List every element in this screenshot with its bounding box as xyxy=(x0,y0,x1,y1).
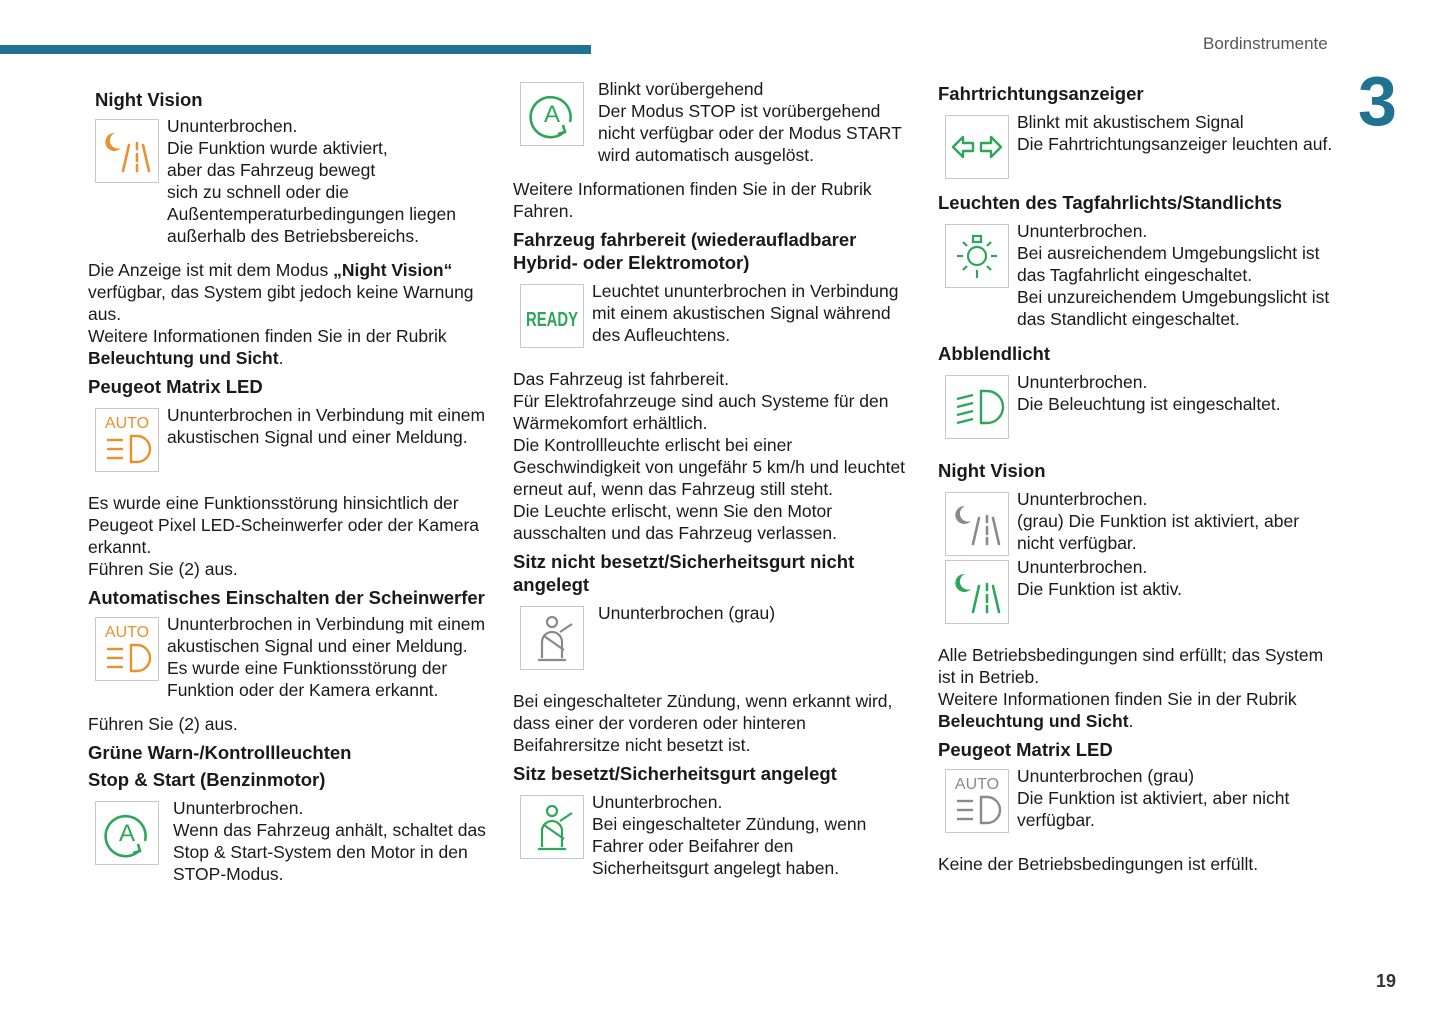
seatbelt-icon xyxy=(520,606,584,670)
heading-seat-free: Sitz nicht besetzt/Sicherheitsgurt nicht angelegt xyxy=(513,551,855,595)
stop-start-icon xyxy=(95,801,159,865)
section-title: Bordinstrumente xyxy=(1203,34,1328,53)
svg-text:A: A xyxy=(118,820,136,847)
matrix-led-note: Es wurde eine Funktionsstörung hinsichtlich der Peugeot Pixel LED-Scheinwerfer oder der Kamera erkannt. xyxy=(88,493,480,557)
heading-night-vision: Night Vision xyxy=(95,89,203,110)
seat-occupied-text: Ununterbrochen. Bei eingeschalteter Zündung, wenn Fahrer oder Beifahrer den Sicherheitsgurt angelegt haben. xyxy=(592,792,867,878)
seat-occupied-row xyxy=(513,791,913,879)
night-vision-grey-row xyxy=(938,488,1338,556)
ready-icon xyxy=(520,284,584,348)
night-vision-icon xyxy=(95,119,159,183)
stop-start-blink-text: Blinkt vorübergehend Der Modus STOP ist vorübergehend nicht verfügbar oder der Modus START wird automatisch ausgelöst. xyxy=(598,79,902,165)
svg-text:AUTO: AUTO xyxy=(104,415,150,432)
heading-ready: Fahrzeug fahrbereit (wiederaufladbarer Hybrid- oder Elektromotor) xyxy=(513,229,857,273)
heading-stop-start: Stop & Start (Benzinmotor) xyxy=(88,769,326,790)
heading-matrix-led-grey: Peugeot Matrix LED xyxy=(938,739,1113,760)
daylight-icon xyxy=(945,224,1009,288)
column-middle xyxy=(513,78,913,879)
auto-headlamps-text: Ununterbrochen in Verbindung mit einem akustischen Signal und einer Meldung. Es wurde eine Funktionsstörung der Funktion oder der Kamera erkannt. xyxy=(167,614,486,700)
auto-headlamps-action: Führen Sie (2) aus. xyxy=(88,714,238,734)
header-accent-bar xyxy=(0,45,591,54)
svg-text:AUTO: AUTO xyxy=(104,624,150,641)
heading-seat-occupied: Sitz besetzt/Sicherheitsgurt angelegt xyxy=(513,763,837,784)
column-right xyxy=(938,78,1338,875)
column-left xyxy=(88,78,488,885)
seat-free-note: Bei eingeschalteter Zündung, wenn erkannt wird, dass einer der vorderen oder hinteren Beifahrersitze nicht besetzt ist. xyxy=(513,691,893,755)
heading-night-vision-green: Night Vision xyxy=(938,460,1046,481)
low-beam-icon xyxy=(945,375,1009,439)
heading-low-beam: Abblendlicht xyxy=(938,343,1051,364)
night-vision-green-note: Alle Betriebsbedingungen sind erfüllt; das System ist in Betrieb. Weitere Informationen finden Sie in der Rubrik Beleuchtung und Sicht. xyxy=(938,645,1324,731)
low-beam-row xyxy=(938,371,1338,439)
night-vision-orange-row xyxy=(88,115,488,247)
heading-matrix-led: Peugeot Matrix LED xyxy=(88,376,263,397)
seat-free-row xyxy=(513,602,913,670)
svg-text:AUTO: AUTO xyxy=(954,776,1000,793)
stop-start-text: Ununterbrochen. Wenn das Fahrzeug anhält, schaltet das Stop & Start-System den Motor in den STOP-Modus. xyxy=(173,798,486,884)
night-vision-green-text: Ununterbrochen. Die Funktion ist aktiv. xyxy=(1017,557,1183,599)
matrix-led-grey-row xyxy=(938,765,1338,833)
night-vision-green-row xyxy=(938,556,1338,624)
heading-turn-signals: Fahrtrichtungsanzeiger xyxy=(938,83,1144,104)
seat-free-text: Ununterbrochen (grau) xyxy=(598,603,776,623)
turn-signals-row xyxy=(938,111,1338,179)
auto-headlamps-row xyxy=(88,613,488,701)
matrix-led-grey-text: Ununterbrochen (grau) Die Funktion ist aktiviert, aber nicht verfügbar. xyxy=(1017,766,1290,830)
night-vision-orange-text: Ununterbrochen. Die Funktion wurde aktiviert, aber das Fahrzeug bewegt sich zu schnell oder die Außentemperaturbedingungen liegen außerhalb des Betriebsbereichs. xyxy=(167,116,456,246)
heading-daylight: Leuchten des Tagfahrlichts/Standlichts xyxy=(938,192,1283,213)
daylight-row xyxy=(938,220,1338,330)
turn-signal-icon xyxy=(945,115,1009,179)
auto-headlamp-icon xyxy=(95,617,159,681)
auto-headlamp-icon xyxy=(945,769,1009,833)
matrix-led-action: Führen Sie (2) aus. xyxy=(88,559,238,579)
stop-start-blink-row xyxy=(513,78,913,166)
ready-row xyxy=(513,280,913,348)
night-vision-note: Die Anzeige ist mit dem Modus „Night Vision“ verfügbar, das System gibt jedoch keine Warnung aus. Weitere Informationen finden Sie in der Rubrik Beleuchtung und Sicht. xyxy=(88,260,474,368)
stop-start-more: Weitere Informationen finden Sie in der Rubrik Fahren. xyxy=(513,179,872,221)
svg-text:READY: READY xyxy=(526,309,579,331)
svg-text:A: A xyxy=(543,101,561,128)
night-vision-icon xyxy=(945,560,1009,624)
stop-start-row xyxy=(88,797,488,885)
auto-headlamp-icon xyxy=(95,408,159,472)
night-vision-icon xyxy=(945,492,1009,556)
seatbelt-icon xyxy=(520,795,584,859)
page-number: 19 xyxy=(1376,971,1397,991)
matrix-led-row xyxy=(88,404,488,472)
heading-green-lamps: Grüne Warn-/Kontrollleuchten xyxy=(88,742,352,763)
stop-start-icon xyxy=(520,82,584,146)
ready-note: Das Fahrzeug ist fahrbereit. Für Elektrofahrzeuge sind auch Systeme für den Wärmekomfort erhältlich. Die Kontrollleuchte erlischt bei einer Geschwindigkeit von ungefähr 5 km/h und leuchtet erneut auf, wenn das Fahrzeug still steht. Die Leuchte erlischt, wenn Sie den Motor ausschalten und das Fahrzeug verlassen. xyxy=(513,369,906,543)
heading-auto-headlamps: Automatisches Einschalten der Scheinwerfer xyxy=(88,587,485,608)
matrix-led-grey-note: Keine der Betriebsbedingungen ist erfüllt. xyxy=(938,854,1259,874)
turn-signals-text: Blinkt mit akustischem Signal Die Fahrtrichtungsanzeiger leuchten auf. xyxy=(1017,112,1333,154)
chapter-number: 3 xyxy=(1358,62,1397,140)
matrix-led-text: Ununterbrochen in Verbindung mit einem akustischen Signal und einer Meldung. xyxy=(167,405,486,447)
daylight-text: Ununterbrochen. Bei ausreichendem Umgebungslicht ist das Tagfahrlicht eingeschaltet. Bei unzureichendem Umgebungslicht ist das Standlicht eingeschaltet. xyxy=(1017,221,1330,329)
night-vision-grey-text: Ununterbrochen. (grau) Die Funktion ist aktiviert, aber nicht verfügbar. xyxy=(1017,489,1300,553)
ready-text: Leuchtet ununterbrochen in Verbindung mit einem akustischen Signal während des Aufleuchtens. xyxy=(592,281,899,345)
low-beam-text: Ununterbrochen. Die Beleuchtung ist eingeschaltet. xyxy=(1017,372,1281,414)
